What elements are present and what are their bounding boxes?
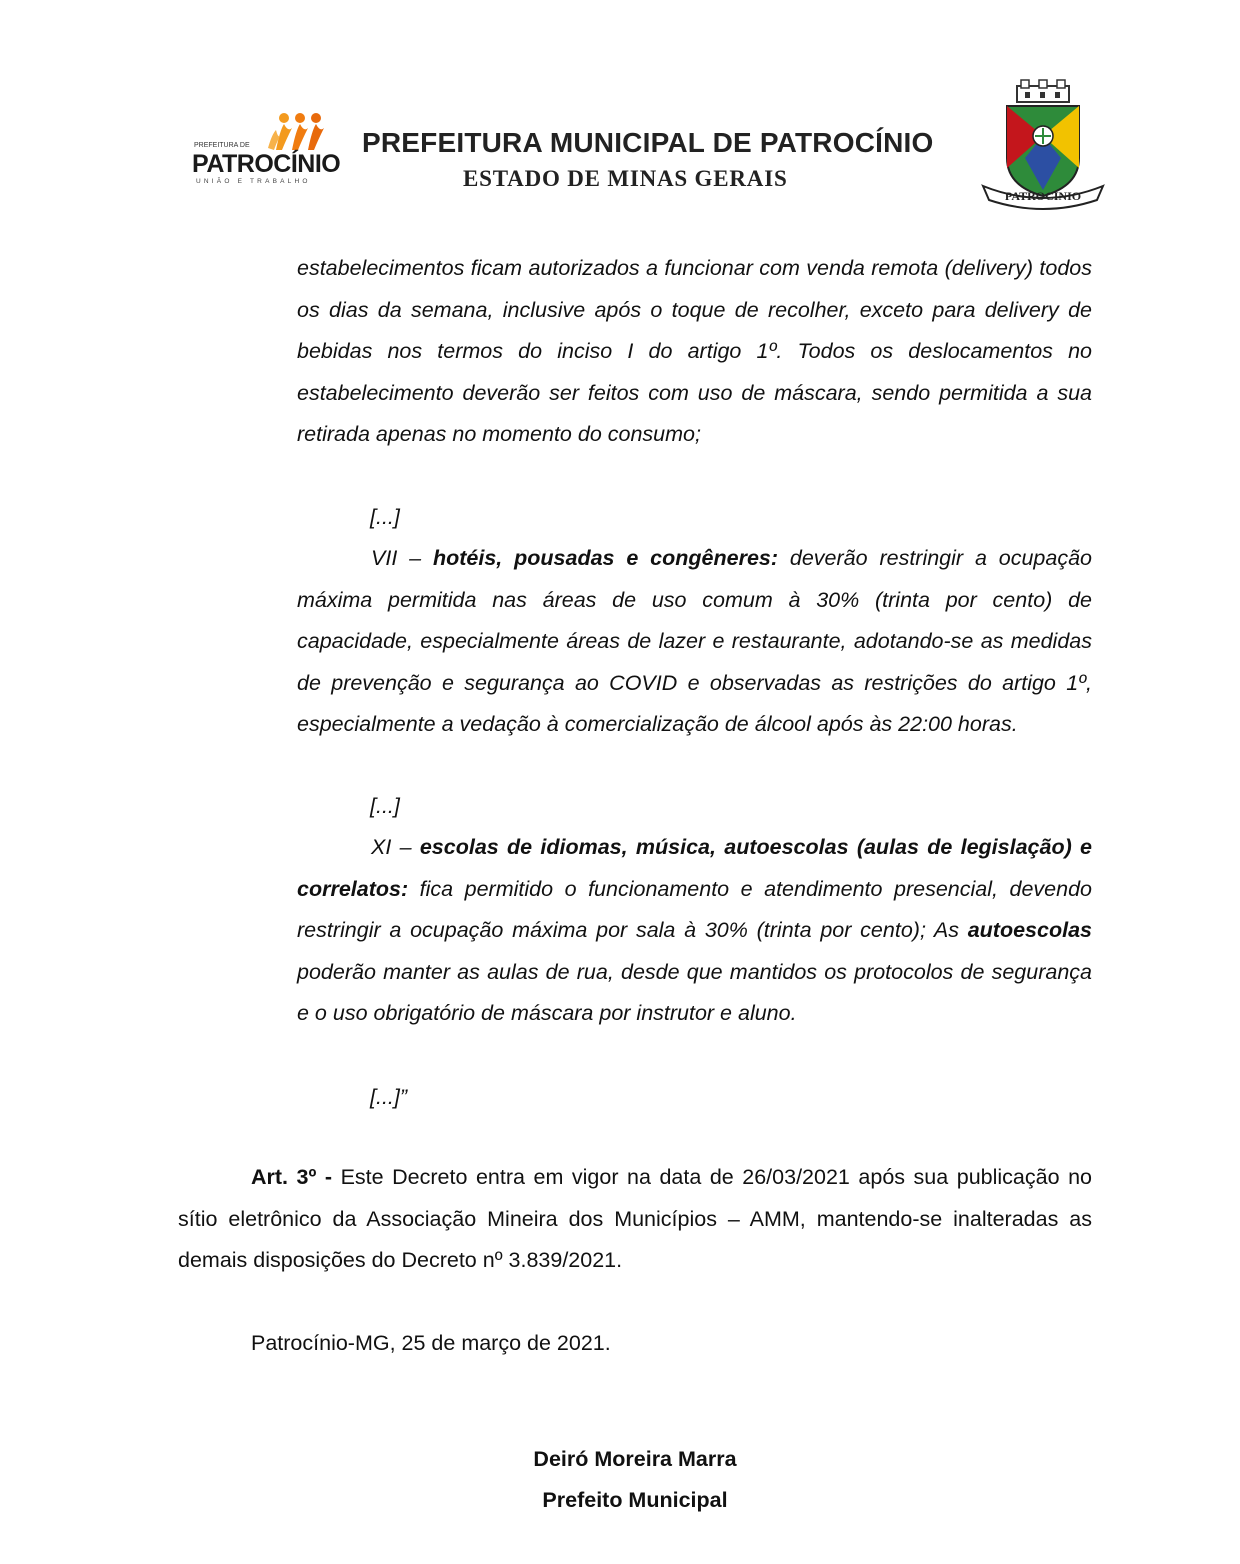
page-title: PREFEITURA MUNICIPAL DE PATROCÍNIO (362, 127, 934, 158)
ellipsis-2: [...] (370, 794, 400, 818)
page-subtitle: ESTADO DE MINAS GERAIS (463, 166, 788, 191)
ellipsis-1: [...] (370, 505, 400, 529)
item-xi-prefix: XI – (371, 835, 420, 859)
item-xi-heading: escolas de idiomas, música, autoescolas (aulas de legislação) e correlatos: (297, 835, 1092, 901)
logo-name: PATROCÍNIO (192, 150, 341, 178)
article-3-label: Art. 3º - (251, 1165, 333, 1189)
continuation-text: estabelecimentos ficam autorizados a funcionar com venda remota (delivery) todos os dias da semana, inclusive após o toque de recolher, exceto para delivery de bebidas nos termos do inciso I do artigo 1º. Todos os deslocamentos no estabelecimento deverão ser feitos com uso de máscara, sendo permitida a sua retirada apenas no momento do consumo; (297, 256, 1092, 446)
item-vii (297, 538, 1092, 746)
logo-top-text: PREFEITURA DE (194, 142, 250, 149)
item-vii-heading: hotéis, pousadas e congêneres: (432, 546, 779, 570)
place-date: Patrocínio-MG, 25 de março de 2021. (251, 1331, 611, 1355)
signer-role: Prefeito Municipal (542, 1488, 728, 1512)
item-xi-text-2: poderão manter as aulas de rua, desde que mantidos os protocolos de segurança e o uso obrigatório de máscara por instrutor e aluno. (297, 959, 1092, 1025)
logo-motto: UNIÃO E TRABALHO (196, 178, 311, 185)
item-vii-text: deverão restringir a ocupação máxima permitida nas áreas de uso comum à 30% (trinta por cento) de capacidade, especialmente áreas de lazer e restaurante, adotando-se as medidas de prevenção e segurança ao COVID e observadas as restrições do artigo 1º, especialmente a vedação à comercialização de álcool após às 22:00 horas. (297, 546, 1093, 736)
article-3 (178, 1157, 1092, 1282)
coat-ribbon-text: PATROCÍNIO (1004, 189, 1082, 203)
ellipsis-3: [...]” (370, 1085, 408, 1109)
continuation-paragraph (297, 248, 1092, 456)
item-xi (297, 827, 1092, 1035)
people-logo-icon (254, 110, 334, 155)
signer-name: Deiró Moreira Marra (533, 1447, 737, 1471)
item-vii-prefix: VII – (371, 546, 433, 570)
item-xi-text-1: fica permitido o funcionamento e atendimento presencial, devendo restringir a ocupação máxima por sala à 30% (trinta por cento); As (297, 876, 1092, 942)
item-xi-bold-autoescolas: autoescolas (967, 918, 1092, 942)
article-3-text: Este Decreto entra em vigor na data de 26/03/2021 após sua publicação no sítio eletrônico da Associação Mineira dos Municípios – AMM, mantendo-se inalteradas as demais disposições do Decreto nº 3.839/2021. (178, 1165, 1092, 1272)
coat-of-arms-icon (975, 78, 1110, 213)
prefeitura-logo (192, 110, 341, 190)
